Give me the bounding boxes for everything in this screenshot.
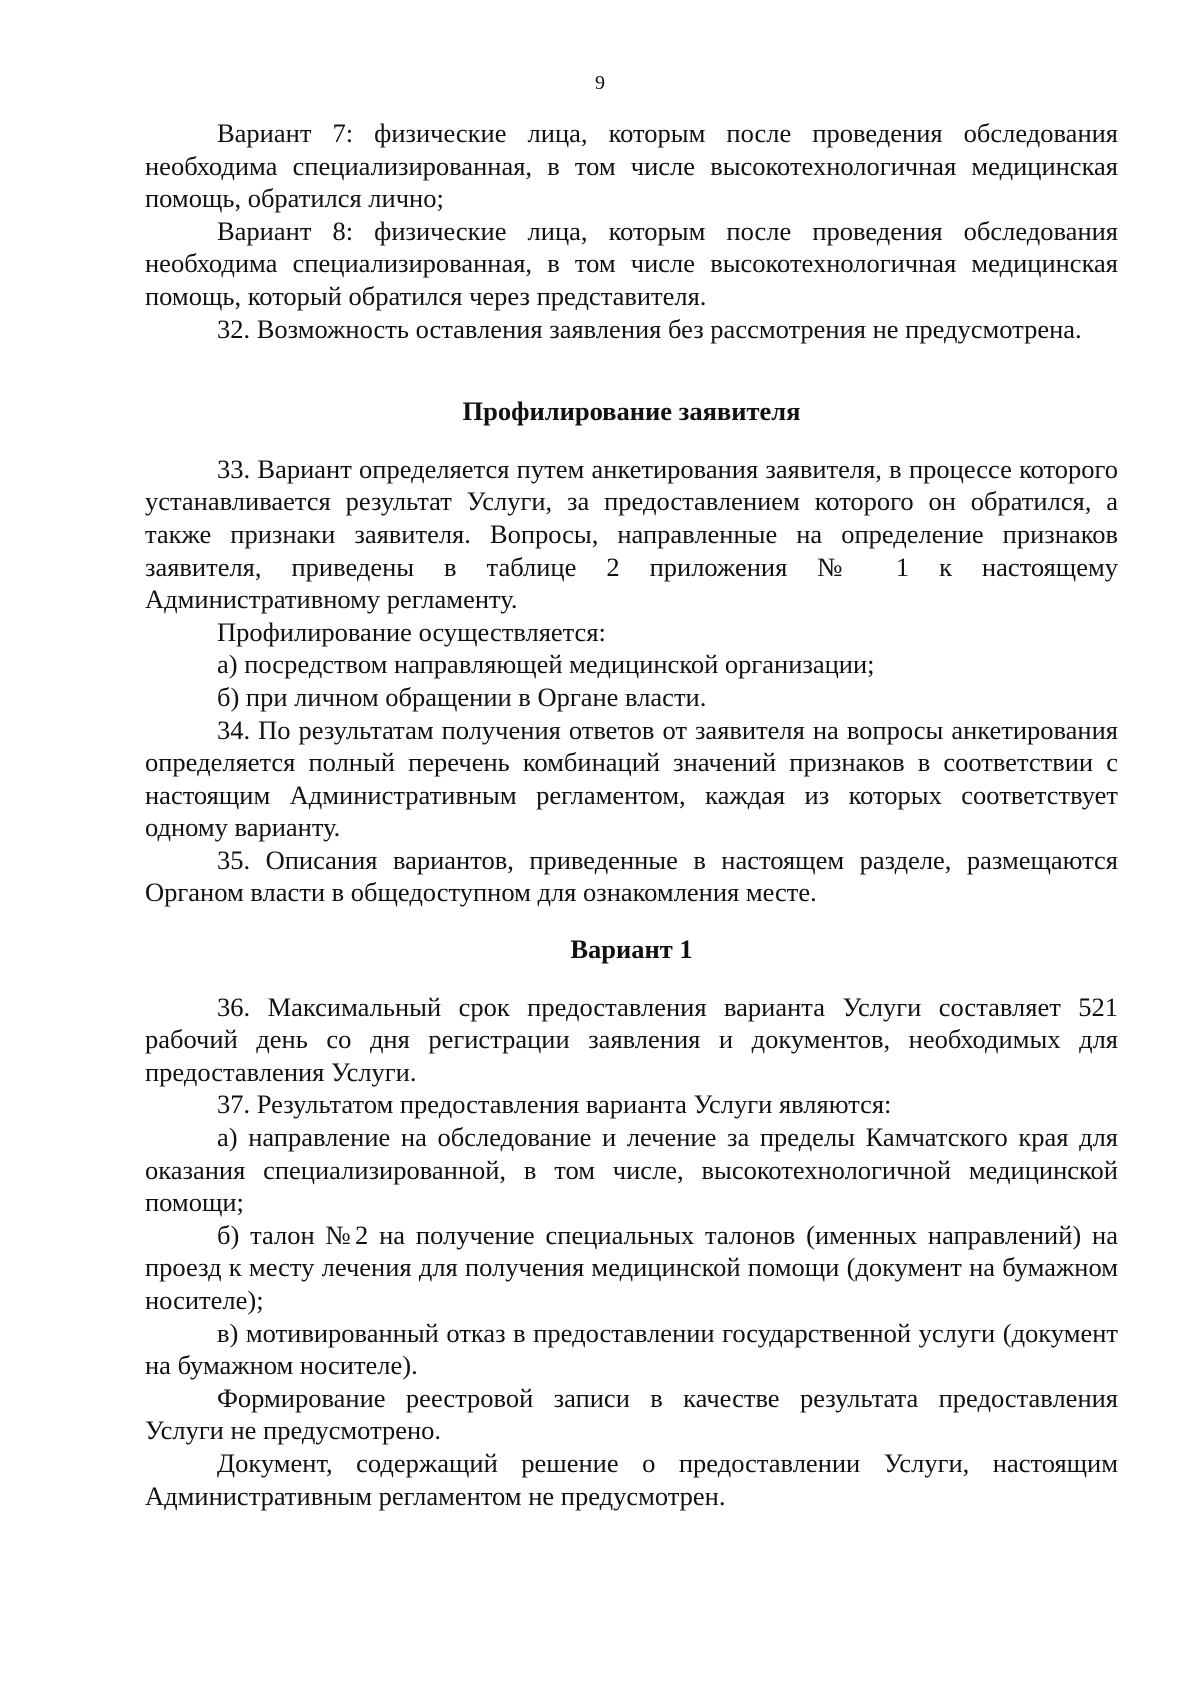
paragraph-32: 32. Возможность оставления заявления без рассмотрения не предусмотрена. — [217, 313, 1082, 344]
paragraph-variant-8: Вариант 8: физические лица, которым после проведения обследования необходима специализированная, в том числе высокотехнологичная медицинская помощь, который обратился через представителя. — [145, 215, 1118, 311]
list-item-b: б) при личном обращении в Органе власти. — [217, 681, 707, 712]
paragraph-variant-7: Вариант 7: физические лица, которым после проведения обследования необходима специализированная, в том числе высокотехнологичная медицинская помощь, обратился лично; — [145, 118, 1118, 214]
paragraph-35: 35. Описания вариантов, приведенные в настоящем разделе, размещаются Органом власти в общедоступном для ознакомления месте. — [145, 844, 1118, 908]
list-item-37a: а) направление на обследование и лечение за пределы Камчатского края для оказания специализированной, в том числе, высокотехнологичной медицинской помощи; — [145, 1122, 1118, 1218]
document-body — [145, 117, 1118, 1512]
page-number: 9 — [595, 72, 605, 94]
section-heading-variant-1: Вариант 1 — [570, 934, 693, 965]
paragraph-33: 33. Вариант определяется путем анкетирования заявителя, в процессе которого устанавливается результат Услуги, за предоставлением которого он обратился, а также признаки заявителя. Вопросы, направленные на определение признаков заявителя, приведены в таблице 2 приложения № 1 к настоящему Административному регламенту. — [145, 453, 1118, 615]
paragraph-decision-document: Документ, содержащий решение о предоставлении Услуги, настоящим Административным регламентом не предусмотрен. — [145, 1447, 1118, 1511]
paragraph-36: 36. Максимальный срок предоставления варианта Услуги составляет 521 рабочий день со дня регистрации заявления и документов, необходимых для предоставления Услуги. — [145, 991, 1118, 1087]
paragraph-registry-record: Формирование реестровой записи в качестве результата предоставления Услуги не предусмотрено. — [145, 1382, 1118, 1446]
paragraph-profiling-intro: Профилирование осуществляется: — [217, 616, 606, 647]
list-item-a: а) посредством направляющей медицинской организации; — [217, 649, 875, 680]
paragraph-34: 34. По результатам получения ответов от заявителя на вопросы анкетирования определяется полный перечень комбинаций значений признаков в соответствии с настоящим Административным регламентом, каждая из которых соответствует одному варианту. — [145, 714, 1118, 843]
list-item-37c: в) мотивированный отказ в предоставлении государственной услуги (документ на бумажном носителе). — [145, 1317, 1118, 1381]
paragraph-37: 37. Результатом предоставления варианта Услуги являются: — [217, 1089, 892, 1120]
list-item-37b: б) талон №2 на получение специальных талонов (именных направлений) на проезд к месту лечения для получения медицинской помощи (документ на бумажном носителе); — [145, 1219, 1118, 1315]
section-heading-profiling: Профилирование заявителя — [462, 396, 801, 427]
